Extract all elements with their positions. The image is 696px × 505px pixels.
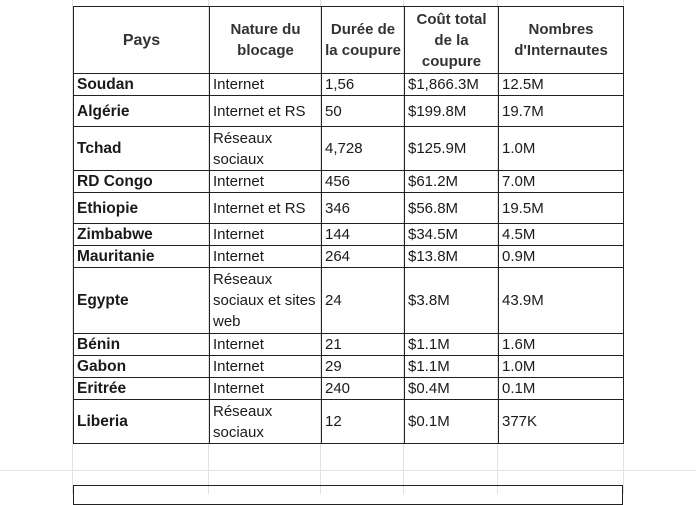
cell-nature: Réseaux sociaux et sites web xyxy=(210,268,322,334)
table-row xyxy=(74,268,624,334)
cell-duree: 12 xyxy=(322,400,405,444)
table-row xyxy=(74,400,624,444)
cell-internautes: 1.0M xyxy=(499,356,624,378)
cell-internautes: 19.5M xyxy=(499,193,624,224)
table-row xyxy=(74,171,624,193)
cell-duree: 144 xyxy=(322,224,405,246)
table-row xyxy=(74,378,624,400)
cell-cout: $199.8M xyxy=(405,96,499,127)
table-row xyxy=(74,224,624,246)
cell-pays: Eritrée xyxy=(74,378,210,400)
cell-pays: Liberia xyxy=(74,400,210,444)
table-row xyxy=(74,127,624,171)
cell-cout: $0.1M xyxy=(405,400,499,444)
cell-internautes: 4.5M xyxy=(499,224,624,246)
cell-duree: 264 xyxy=(322,246,405,268)
cell-cout: $125.9M xyxy=(405,127,499,171)
cell-pays: Gabon xyxy=(74,356,210,378)
cell-cout: $56.8M xyxy=(405,193,499,224)
cell-duree: 1,56 xyxy=(322,74,405,96)
cell-nature: Internet xyxy=(210,171,322,193)
cell-nature: Internet et RS xyxy=(210,193,322,224)
table-row xyxy=(74,334,624,356)
cell-nature: Réseaux sociaux xyxy=(210,127,322,171)
cell-pays: Algérie xyxy=(74,96,210,127)
cell-nature: Internet xyxy=(210,356,322,378)
cell-duree: 29 xyxy=(322,356,405,378)
cell-pays: Zimbabwe xyxy=(74,224,210,246)
cell-pays: RD Congo xyxy=(74,171,210,193)
cell-pays: Tchad xyxy=(74,127,210,171)
header-cout: Coût total de la coupure xyxy=(405,7,499,74)
cell-pays: Soudan xyxy=(74,74,210,96)
cell-pays: Mauritanie xyxy=(74,246,210,268)
cell-duree: 50 xyxy=(322,96,405,127)
internet-shutdown-table xyxy=(73,6,624,444)
cell-cout: $61.2M xyxy=(405,171,499,193)
cell-cout: $34.5M xyxy=(405,224,499,246)
cell-pays: Ethiopie xyxy=(74,193,210,224)
cell-nature: Internet xyxy=(210,246,322,268)
cell-pays: Egypte xyxy=(74,268,210,334)
cell-internautes: 19.7M xyxy=(499,96,624,127)
cell-nature: Réseaux sociaux xyxy=(210,400,322,444)
cell-cout: $3.8M xyxy=(405,268,499,334)
cell-nature: Internet xyxy=(210,74,322,96)
header-nature: Nature du blocage xyxy=(210,7,322,74)
header-duree: Durée de la coupure xyxy=(322,7,405,74)
cell-nature: Internet et RS xyxy=(210,96,322,127)
cell-cout: $0.4M xyxy=(405,378,499,400)
table-row xyxy=(74,193,624,224)
cell-nature: Internet xyxy=(210,334,322,356)
cell-internautes: 12.5M xyxy=(499,74,624,96)
cell-duree: 456 xyxy=(322,171,405,193)
header-pays: Pays xyxy=(74,7,210,74)
cell-cout: $1.1M xyxy=(405,356,499,378)
cell-cout: $13.8M xyxy=(405,246,499,268)
cell-duree: 4,728 xyxy=(322,127,405,171)
cell-internautes: 0.9M xyxy=(499,246,624,268)
cell-duree: 240 xyxy=(322,378,405,400)
footer-box xyxy=(73,485,623,505)
header-internautes: Nombres d'Internautes xyxy=(499,7,624,74)
cell-nature: Internet xyxy=(210,378,322,400)
table-row xyxy=(74,74,624,96)
cell-internautes: 377K xyxy=(499,400,624,444)
header-row xyxy=(74,7,624,74)
cell-pays: Bénin xyxy=(74,334,210,356)
cell-duree: 21 xyxy=(322,334,405,356)
cell-duree: 24 xyxy=(322,268,405,334)
cell-cout: $1,866.3M xyxy=(405,74,499,96)
cell-internautes: 43.9M xyxy=(499,268,624,334)
cell-internautes: 7.0M xyxy=(499,171,624,193)
cell-duree: 346 xyxy=(322,193,405,224)
cell-nature: Internet xyxy=(210,224,322,246)
cell-internautes: 1.6M xyxy=(499,334,624,356)
cell-internautes: 0.1M xyxy=(499,378,624,400)
table-row xyxy=(74,356,624,378)
cell-internautes: 1.0M xyxy=(499,127,624,171)
table-row xyxy=(74,246,624,268)
cell-cout: $1.1M xyxy=(405,334,499,356)
table-row xyxy=(74,96,624,127)
